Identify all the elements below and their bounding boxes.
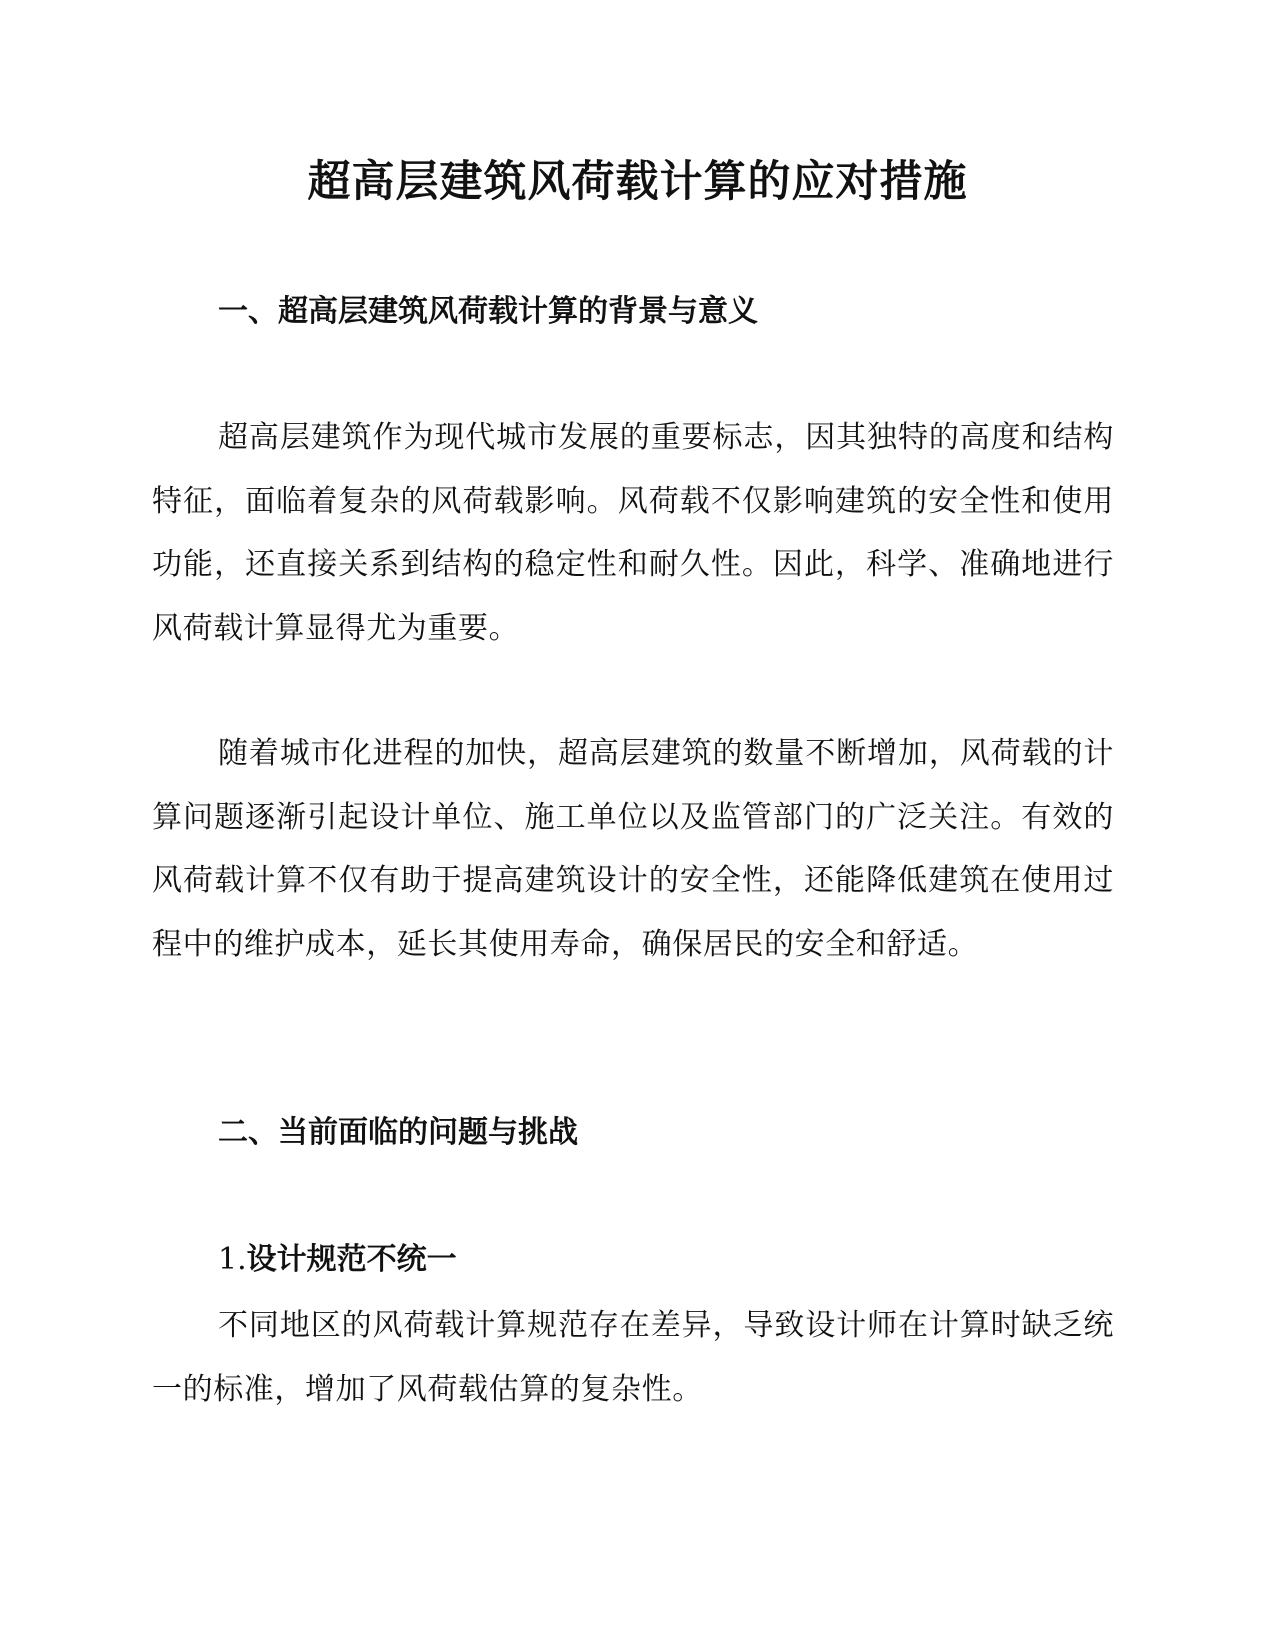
section-1-paragraph-1: 超高层建筑作为现代城市发展的重要标志，因其独特的高度和结构特征，面临着复杂的风荷载影响。风荷载不仅影响建筑的安全性和使用功能，还直接关系到结构的稳定性和耐久性。因此，科学、准确地进行风荷载计算显得尤为重要。 <box>152 420 1114 646</box>
section-1-paragraph-2: 随着城市化进程的加快，超高层建筑的数量不断增加，风荷载的计算问题逐渐引起设计单位、施工单位以及监管部门的广泛关注。有效的风荷载计算不仅有助于提高建筑设计的安全性，还能降低建筑在使用过程中的维护成本，延长其使用寿命，确保居民的安全和舒适。 <box>152 736 1114 962</box>
subsection-1-number: 1. <box>218 1242 247 1277</box>
subsection-1-heading <box>218 1238 457 1282</box>
section-2-heading: 二、当前面临的问题与挑战 <box>218 1115 578 1150</box>
subsection-1-title: 设计规范不统一 <box>246 1242 457 1277</box>
section-1-heading: 一、超高层建筑风荷载计算的背景与意义 <box>218 294 758 329</box>
subsection-1-paragraph: 不同地区的风荷载计算规范存在差异，导致设计师在计算时缺乏统一的标准，增加了风荷载估算的复杂性。 <box>152 1308 1114 1407</box>
document-title: 超高层建筑风荷载计算的应对措施 <box>307 157 968 207</box>
